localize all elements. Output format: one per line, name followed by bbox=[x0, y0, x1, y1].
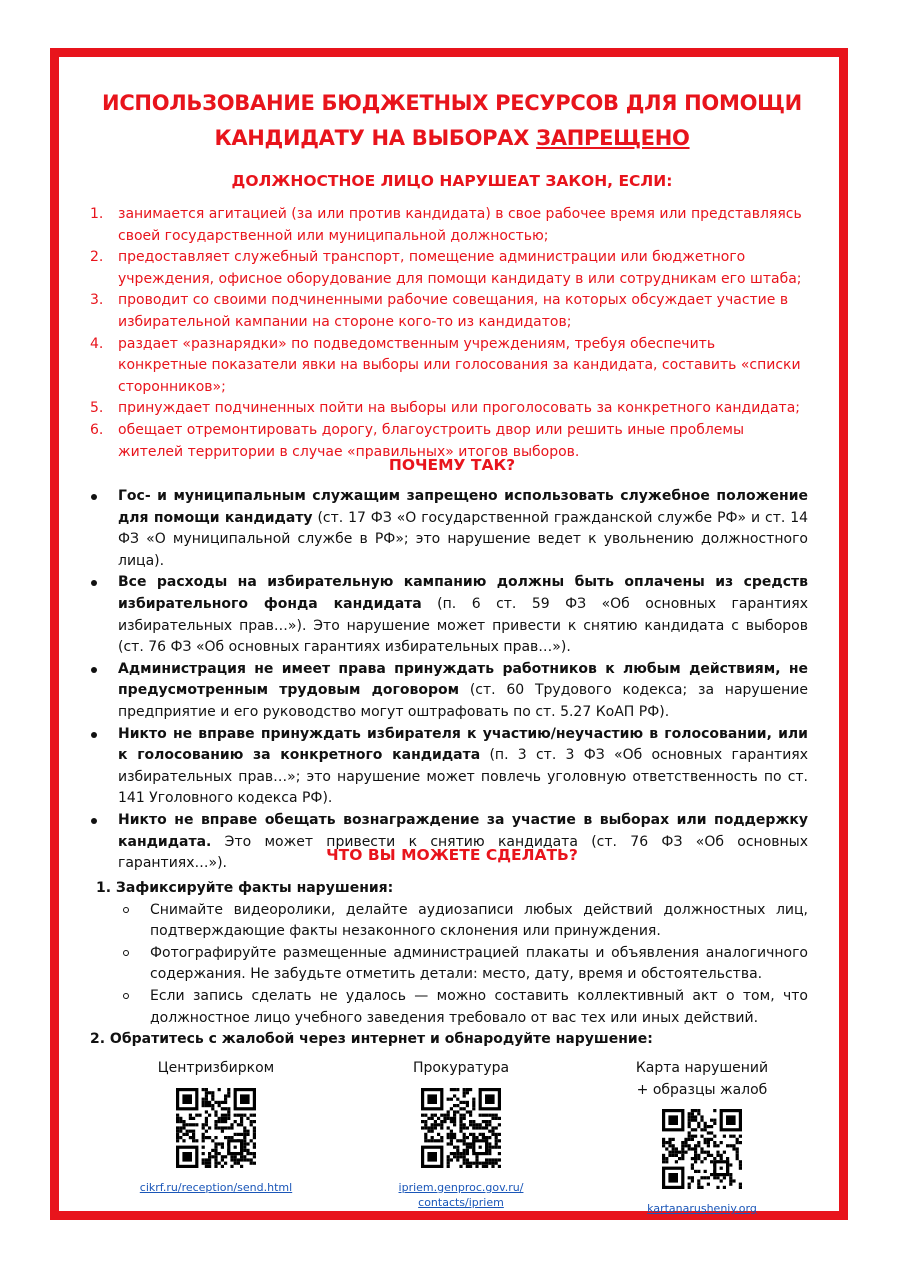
prosecutor-link[interactable]: ipriem.genproc.gov.ru/ contacts/ipriem bbox=[398, 1180, 524, 1209]
list-item: 1. занимается агитацией (за или против кандидата) в свое рабочее время или представляясь своей государственной или муниципальной должностью; bbox=[90, 206, 802, 244]
list-item: 3. проводит со своими подчиненными рабочие совещания, на которых обсуждает участие в избирательной кампании на стороне кого-то из кандидатов; bbox=[90, 292, 789, 330]
qr-code-icon[interactable] bbox=[176, 1088, 256, 1168]
list-item: Снимайте видеоролики, делайте аудиозаписи любых действий должностных лиц, подтверждающие факты незаконного склонения или принуждения. bbox=[96, 900, 808, 943]
why-list bbox=[86, 486, 808, 875]
qr-code-icon[interactable] bbox=[421, 1088, 501, 1168]
what-to-do-section bbox=[90, 878, 808, 1051]
contact-label: Карта нарушений bbox=[635, 1060, 769, 1076]
list-item: 4. раздает «разнарядки» по подведомственным учреждениям, требуя обеспечить конкретные показатели явки на выборы или голосования за кандидата, составить «списки сторонников»; bbox=[90, 335, 801, 395]
what-to-do-heading: ЧТО ВЫ МОЖЕТЕ СДЕЛАТЬ? bbox=[326, 846, 578, 864]
title-line-2-text: КАНДИДАТУ НА ВЫБОРАХ bbox=[214, 126, 537, 150]
list-item: Никто не вправе обещать вознаграждение за участие в выборах или поддержку кандидата. Это может привести к снятию кандидата (ст. 76 ФЗ «Об основных гарантиях…»). bbox=[86, 810, 808, 875]
why-heading: ПОЧЕМУ ТАК? bbox=[388, 456, 516, 474]
list-item: Фотографируйте размещенные администрацией плакаты и объявления аналогичного содержания. Не забудьте отметить детали: место, дату, время и обстоятельства. bbox=[96, 943, 808, 986]
title-line-1: ИСПОЛЬЗОВАНИЕ БЮДЖЕТНЫХ РЕСУРСОВ ДЛЯ ПОМОЩИ bbox=[102, 91, 802, 115]
list-item: Все расходы на избирательную кампанию должны быть оплачены из средств избирательного фонда кандидата (п. 6 ст. 59 ФЗ «Об основных гарантиях избирательных прав…»). Это нарушение может привести к снятию кандидата с выборов (ст. 76 ФЗ «Об основных гарантиях избирательных прав…»). bbox=[86, 572, 808, 658]
circle-bullet-icon bbox=[123, 993, 129, 999]
step-2: 2. Обратитесь с жалобой через интернет и обнародуйте нарушение: bbox=[90, 1031, 653, 1048]
list-item: Если запись сделать не удалось — можно составить коллективный акт о том, что должностное лицо учебного заведения требовало от вас тех или иных действий. bbox=[96, 986, 808, 1029]
cik-link[interactable]: cikrf.ru/reception/send.html bbox=[139, 1180, 293, 1194]
contact-label: Центризбирком bbox=[157, 1060, 275, 1076]
list-item: 2. предоставляет служебный транспорт, помещение администрации или бюджетного учреждения, офисное оборудование для помощи кандидату в или сотрудникам его штаба; bbox=[90, 249, 802, 287]
page-title bbox=[60, 86, 844, 156]
contact-violations-map bbox=[612, 1058, 792, 1216]
violations-heading: ДОЛЖНОСТНОЕ ЛИЦО НАРУШЕАТ ЗАКОН, ЕСЛИ: bbox=[231, 172, 673, 190]
violations-list bbox=[86, 204, 806, 463]
step-1-sublist bbox=[96, 900, 808, 1030]
qr-code-icon[interactable] bbox=[662, 1109, 742, 1189]
title-forbidden: ЗАПРЕЩЕНО bbox=[536, 126, 690, 150]
list-item: Никто не вправе принуждать избирателя к участию/неучастию в голосовании, или к голосованию за конкретного кандидата (п. 3 ст. 3 ФЗ «Об основных гарантиях избирательных прав…»; это нарушение может повлечь уголовную ответственность по ст. 141 Уголовного кодекса РФ). bbox=[86, 724, 808, 810]
map-link[interactable]: kartanarusheniy.org bbox=[647, 1202, 757, 1216]
list-item: Гос- и муниципальным служащим запрещено использовать служебное положение для помощи кандидату (ст. 17 ФЗ «О государственной гражданской службе РФ» и ст. 14 ФЗ «О муниципальной службе в РФ»; это нарушение ведет к увольнению должностного лица). bbox=[86, 486, 808, 572]
contact-label: Прокуратура bbox=[412, 1060, 510, 1076]
list-item: 5. принуждает подчиненных пойти на выборы или проголосовать за конкретного кандидата; bbox=[90, 400, 801, 417]
contact-prosecutor bbox=[376, 1058, 546, 1210]
contact-label-2: + образцы жалоб bbox=[636, 1081, 768, 1098]
title-line-2 bbox=[60, 121, 844, 156]
list-item: Администрация не имеет права принуждать работников к любым действиям, не предусмотренным трудовым договором (ст. 60 Трудового кодекса; за нарушение предприятие и его руководство могут оштрафовать по ст. 5.27 КоАП РФ). bbox=[86, 659, 808, 724]
contact-cik bbox=[134, 1058, 298, 1195]
list-item: 6. обещает отремонтировать дорогу, благоустроить двор или решить иные проблемы жителей территории в случае «правильных» итогов выборов. bbox=[90, 421, 745, 460]
circle-bullet-icon bbox=[123, 950, 129, 956]
circle-bullet-icon bbox=[123, 907, 129, 913]
step-1: 1. Зафиксируйте факты нарушения: bbox=[96, 880, 394, 896]
